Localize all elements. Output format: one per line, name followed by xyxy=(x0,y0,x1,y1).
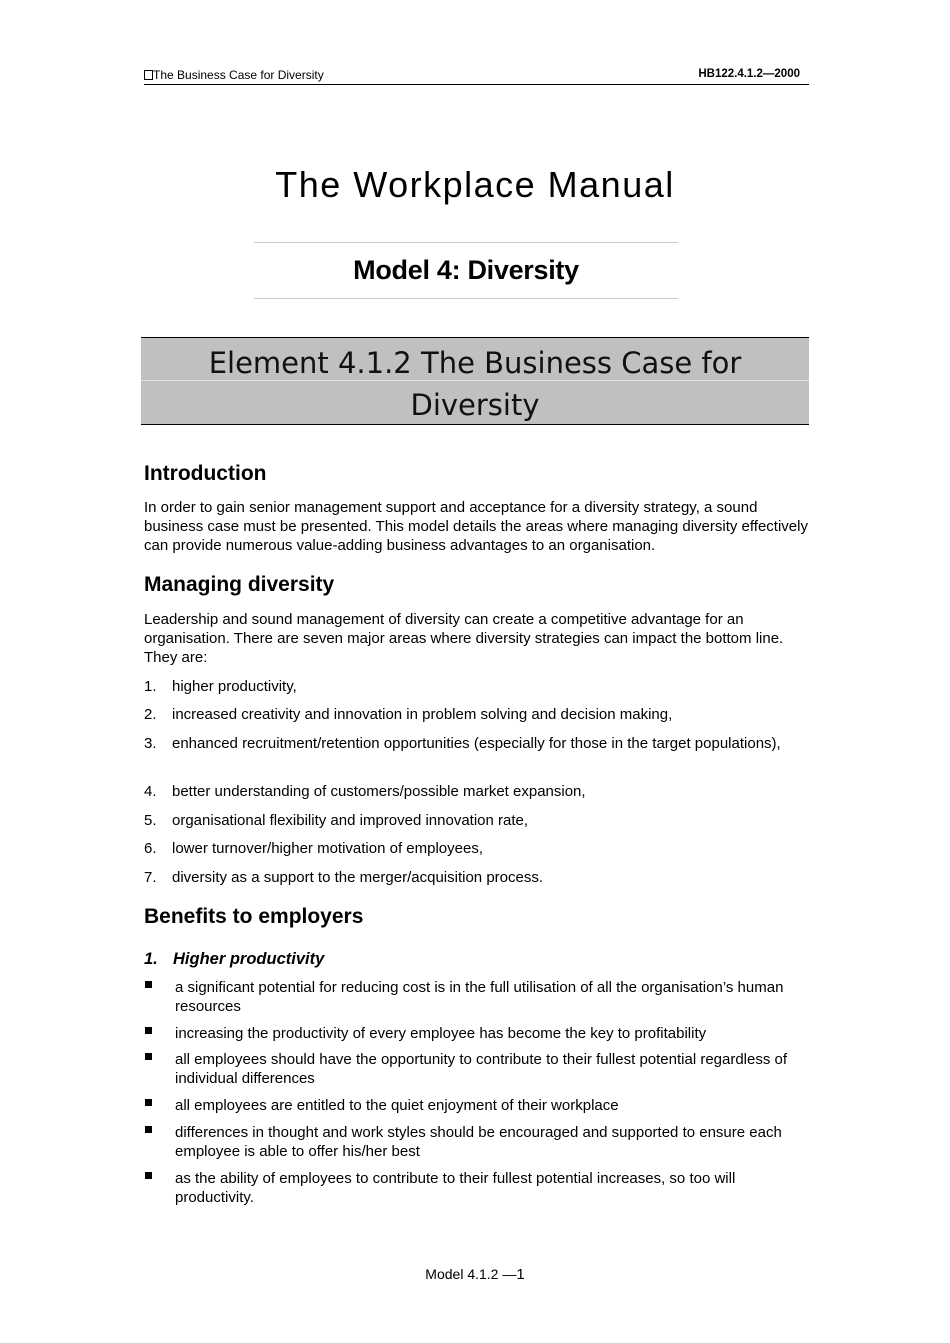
header-right-text: HB122.4.1.2—2000 xyxy=(698,68,800,80)
managing-text: Leadership and sound management of diversity can create a competitive advantage for an organisation. There are seven major areas where diversity strategies can impact the bottom line. They are: xyxy=(144,611,784,666)
sub-heading xyxy=(144,950,324,969)
list-text: better understanding of customers/possible market expansion, xyxy=(172,783,586,800)
page-number: 1 xyxy=(516,1266,525,1283)
bullet-text: all employees should have the opportunity to contribute to their fullest potential regardless of individual differences xyxy=(175,1051,788,1087)
bullet-text: a significant potential for reducing cost is in the full utilisation of all the organisation’s human resources xyxy=(175,979,784,1015)
managing-body xyxy=(144,610,809,667)
title-rule-bottom xyxy=(254,298,678,299)
list-number: 4. xyxy=(144,783,157,800)
manual-title: The Workplace Manual xyxy=(275,164,675,205)
footer-label: Model 4.1.2 — xyxy=(425,1266,517,1282)
sub-heading-number: 1. xyxy=(144,950,158,968)
bullet-text: differences in thought and work styles should be encouraged and supported to ensure each employee is able to offer his/her best xyxy=(175,1124,782,1160)
managing-section xyxy=(144,573,809,597)
bullet-square-icon xyxy=(145,1053,152,1060)
introduction-text: In order to gain senior management support and acceptance for a diversity strategy, a sound business case must be presented. This model details the areas where managing diversity effectively can provide numerous value-adding business advantages to an organisation. xyxy=(144,499,808,554)
header-left xyxy=(144,68,324,82)
sub-heading-text: Higher productivity xyxy=(173,950,325,968)
list-number: 1. xyxy=(144,678,157,695)
list-text: organisational flexibility and improved innovation rate, xyxy=(172,812,529,829)
list-number: 7. xyxy=(144,869,157,886)
bullet-square-icon xyxy=(145,981,152,988)
list-text: enhanced recruitment/retention opportunities (especially for those in the target populations), xyxy=(172,735,781,752)
header-left-text: The Business Case for Diversity xyxy=(153,68,324,82)
list-text: diversity as a support to the merger/acquisition process. xyxy=(172,869,544,886)
bullet-square-icon xyxy=(145,1126,152,1133)
list-number: 2. xyxy=(144,706,157,723)
element-title: Element 4.1.2 The Business Case for Diversity xyxy=(208,346,742,422)
list-text: higher productivity, xyxy=(172,678,297,695)
list-text: increased creativity and innovation in problem solving and decision making, xyxy=(172,706,673,723)
model-title: Model 4: Diversity xyxy=(353,255,579,285)
bullet-square-icon xyxy=(145,1099,152,1106)
running-header xyxy=(144,67,809,85)
list-number: 3. xyxy=(144,735,157,752)
bullet-text: all employees are entitled to the quiet enjoyment of their workplace xyxy=(175,1097,619,1114)
list-number: 6. xyxy=(144,840,157,857)
element-banner xyxy=(141,337,809,425)
title-rule-top xyxy=(254,242,678,243)
introduction-section xyxy=(144,462,809,486)
bullet-square-icon xyxy=(145,1027,152,1034)
bullet-text: as the ability of employees to contribute to their fullest potential increases, so too will productivity. xyxy=(175,1170,736,1206)
list-number: 5. xyxy=(144,812,157,829)
introduction-body xyxy=(144,498,809,555)
bullet-text: increasing the productivity of every employee has become the key to profitability xyxy=(175,1025,707,1042)
managing-heading: Managing diversity xyxy=(144,573,335,596)
checkbox-glyph-icon xyxy=(144,70,153,80)
page-footer xyxy=(0,1266,950,1283)
list-text: lower turnover/higher motivation of employees, xyxy=(172,840,483,857)
benefits-heading: Benefits to employers xyxy=(144,905,364,928)
bullet-square-icon xyxy=(145,1172,152,1179)
benefits-section xyxy=(144,905,809,929)
introduction-heading: Introduction xyxy=(144,462,267,485)
